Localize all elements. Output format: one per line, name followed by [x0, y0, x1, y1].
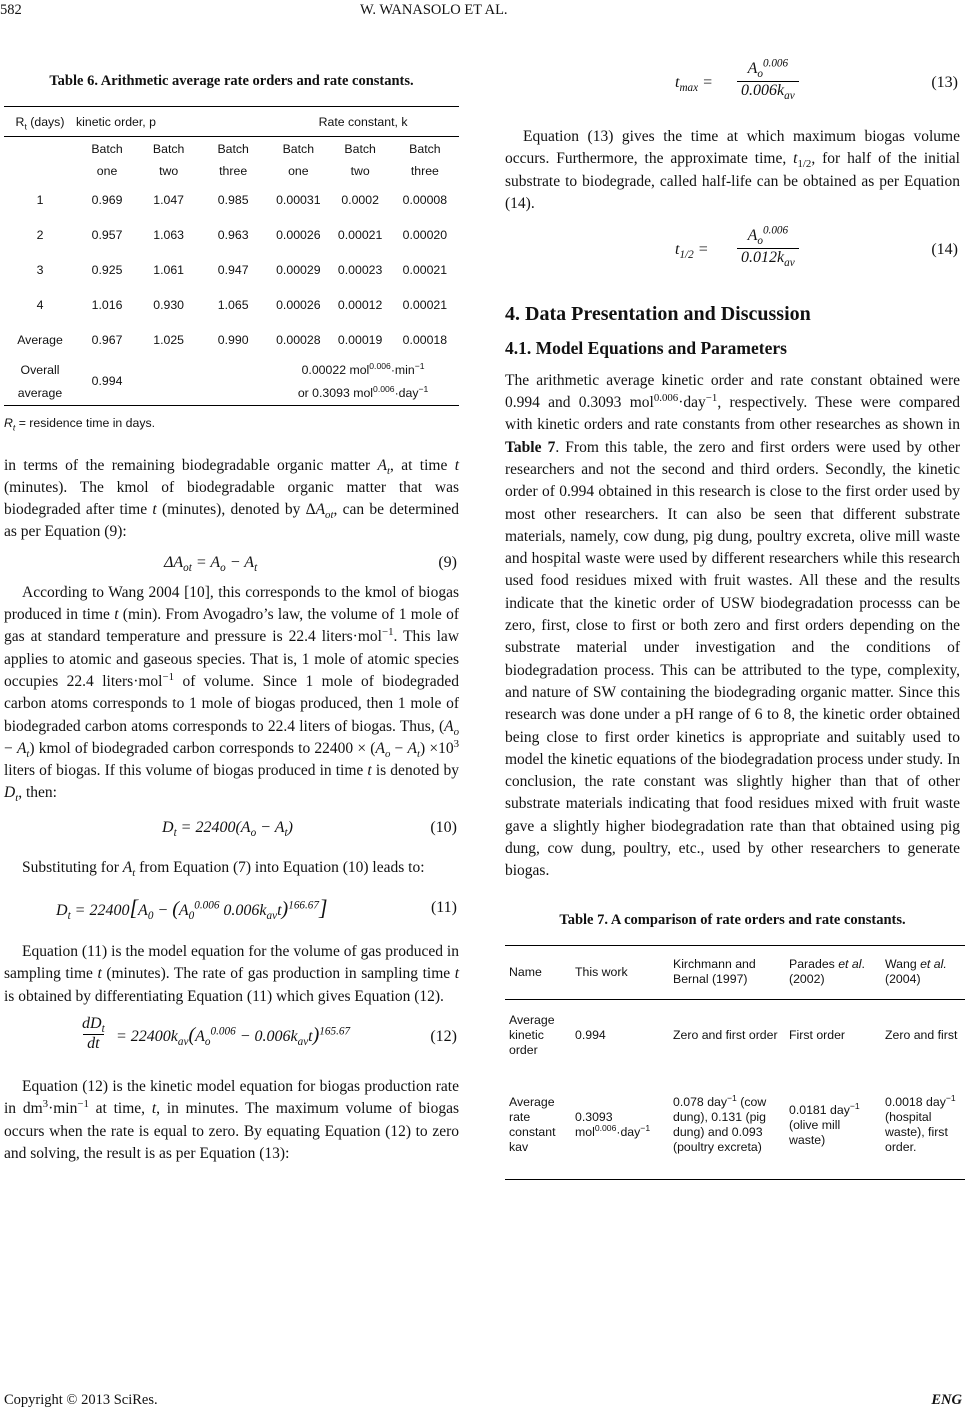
table-cell: 0.00021: [402, 263, 448, 278]
left-column: [4, 70, 459, 1165]
table6-sub: Batch two: [344, 141, 376, 179]
table6-sub: Batch two: [152, 141, 185, 179]
table6-sub: Batch one: [282, 141, 315, 179]
table-cell: 3: [36, 263, 44, 278]
table-cell: 0.947: [217, 263, 249, 278]
table-cell: First order: [789, 1028, 846, 1043]
table-row: [505, 1071, 965, 1179]
equation-12: $dD_t$ dt = $22400k_{av}(A_o^{0.006} - 0.006k_{av}t)^{165.67}$ (12): [82, 1014, 457, 1052]
right-column: [505, 58, 960, 1180]
table-cell: 0.00028: [276, 333, 321, 348]
table-cell: 0.963: [217, 228, 249, 243]
table-cell: Average kinetic order: [509, 1013, 555, 1058]
left-paragraph-1: in terms of the remaining biodegradable organic matter $A_t$, at time t (minutes). The kmol of biodegradable organic matter that was biodegraded after time t (minutes), denoted by $\Delta A_{ot}$, can be determined as per Equation (9):: [4, 456, 460, 541]
table-cell: Parades et al. (2002): [789, 957, 865, 987]
running-title: W. WANASOLO ET AL.: [360, 2, 508, 18]
table-cell: 1.063: [153, 228, 185, 243]
table-cell: 0.925: [91, 263, 123, 278]
table-cell: 0.00029: [276, 263, 321, 278]
equation-13: $t_{max}$ = $A_o^{0.006}$ $0.006k_{av}$ (13): [675, 57, 958, 103]
table-row: [4, 218, 459, 253]
right-paragraph-2: The arithmetic average kinetic order and rate constant obtained were 0.994 and 0.3093 mol$^{0.006}$·day$^{-1}$, respectively. These were compared with kinetic orders and rate constants from other researches as shown in Table 7. From this table, the zero and first orders were used by other researchers and not the second and third orders. Secondly, the kinetic order of 0.994 obtained in this research is close to the first order used by most other researchers. It can also be seen that different substrate materials, namely, cow dung, pig dung, poultry excreta, olive mill waste and hospital waste were used by different researchers while this research used food residues mixed with fruit wastes. All these and the results indicate that the kinetic order of USW biodegradation processs can be zero, first, close to first or both zero and first orders depending on the substrate material under investigation and the conditions of biodegradation process. This can be attributed to the type, complexity, and nature of SW containing the biodegrading organic matter. Since this research was done under a pH range of 6 to 8, the kinetic order obtained being close to first order kinetics is appropriate and suitably used to model the kinetic equations of the biodegradation process under study. In conclusion, the rate constant was slightly higher than that of other substrate materials indicating that food residues mixed with fruit waste gave a slightly higher biodegradation rate than that obtained using pig dung, cow dung, poultry, etc., used by other researchers to generate biogas.: [505, 371, 961, 880]
table-cell: 0.00012: [337, 298, 383, 313]
table6-sub: Batch three: [409, 141, 441, 179]
table-cell: 0.00020: [402, 228, 448, 243]
table-cell: 1.025: [153, 333, 185, 348]
table-cell: 0.957: [91, 228, 123, 243]
table-cell: 1.047: [153, 193, 185, 208]
table-cell: 0.00031: [276, 193, 321, 208]
page-number: 582: [0, 2, 22, 18]
table-row: [4, 183, 459, 218]
table-cell: 0.00021: [337, 228, 383, 243]
table-cell: 2: [36, 228, 44, 243]
table6-overall-label: Overall average: [17, 363, 63, 400]
table-row: [505, 999, 965, 1071]
table-cell: Average: [17, 333, 63, 348]
table-cell: Average rate constant kav: [509, 1095, 556, 1155]
table-cell: 0.00008: [402, 193, 448, 208]
equation-14: $t_{1/2}$ = $A_o^{0.006}$ $0.012k_{av}$ (14): [675, 224, 958, 270]
table-cell: 0.0002: [341, 193, 379, 208]
table-cell: 0.0181 day$^{-1}$ (olive mill waste): [789, 1100, 860, 1147]
journal-name: ENG: [931, 1392, 962, 1408]
table-cell: Kirchmann and Bernal (1997): [673, 957, 756, 987]
table-cell: 1: [36, 193, 44, 208]
table6-head-const: Rate constant, k: [318, 114, 408, 129]
table-cell: 0.00018: [402, 333, 448, 348]
table-row: [505, 945, 965, 999]
table-cell: 0.00019: [337, 333, 383, 348]
table-cell: 0.990: [217, 333, 249, 348]
equation-9: $\Delta A_{ot} = A_o - A_t$ (9): [164, 553, 457, 574]
section-heading: 4. Data Presentation and Discussion: [505, 303, 811, 326]
table-cell: 0.969: [91, 193, 123, 208]
table-row: [4, 288, 459, 323]
table6-overall-const: 0.00022 $mol^{0.006}\cdot\min^{-1}$ or 0.3093 mol$^{0.006}$·day$^{-1}$: [297, 361, 429, 400]
equation-10: $D_t = 22400(A_o - A_t)$ (10): [162, 818, 457, 839]
table-row: [4, 253, 459, 288]
table-cell: 0.00023: [337, 263, 383, 278]
table6-note: $R_t$ = residence time in days.: [4, 416, 156, 433]
table-row: [4, 358, 459, 406]
table-cell: 0.078 day$^{-1}$ (cow dung), 0.131 (pig dung) and 0.093 (poultry excreta): [673, 1093, 767, 1155]
table-cell: 1.061: [153, 263, 185, 278]
table-cell: 0.0018 day$^{-1}$ (hospital waste), first order.: [885, 1093, 956, 1155]
table6-overall-order: 0.994: [91, 374, 123, 389]
table6-sub: Batch one: [91, 141, 123, 179]
table-cell: 1.016: [91, 298, 123, 313]
table-cell: 0.3093 mol$^{0.006}$·day$^{-1}$: [575, 1110, 651, 1140]
table6-head-order: kinetic order, p: [76, 114, 156, 129]
table-cell: 0.994: [575, 1028, 606, 1043]
table-cell: 1.065: [217, 298, 249, 313]
table-cell: 4: [36, 298, 44, 313]
table-cell: 0.00026: [276, 298, 321, 313]
left-paragraph-4: Equation (11) is the model equation for the volume of gas produced in sampling time t (minutes). The rate of gas production in sampling time t is obtained by differentiating Equation (11) which gives Equation (12).: [4, 943, 459, 1005]
table-cell: 0.930: [153, 298, 185, 313]
table7-caption: Table 7. A comparison of rate orders and rate constants.: [559, 911, 906, 928]
table6-sub: Batch three: [217, 141, 249, 179]
left-paragraph-3: Substituting for $A_t$ from Equation (7) into Equation (10) leads to:: [22, 858, 425, 879]
equation-11: $D_t = 22400[A_0 - (A_0^{0.006}$ $0.006k_{av}t)^{166.67}$] (11): [56, 895, 457, 923]
right-paragraph-1: Equation (13) gives the time at which maximum biogas volume occurs. Furthermore, the approximate time, $t_{1/2}$, for half of the initial substrate to biodegrade, called half-life can be obtained as per Equation (14).: [505, 128, 960, 212]
table6-caption: Table 6. Arithmetic average rate orders and rate constants.: [49, 73, 414, 89]
table-cell: Zero and first: [885, 1028, 958, 1043]
copyright: Copyright © 2013 SciRes.: [4, 1392, 158, 1408]
table7: [505, 945, 965, 1180]
table-cell: Zero and first order: [673, 1028, 778, 1043]
table-cell: 0.985: [217, 193, 249, 208]
table-cell: Name: [509, 964, 542, 979]
table-cell: 0.00021: [402, 298, 448, 313]
table-row: [4, 323, 459, 358]
table6: [4, 106, 459, 406]
table-cell: This work: [575, 964, 628, 979]
table-cell: Wang et al. (2004): [885, 957, 947, 987]
table6-head-rt: $R_t$ (days): [15, 114, 65, 132]
subsection-heading: 4.1. Model Equations and Parameters: [505, 338, 787, 359]
table-cell: 0.967: [91, 333, 123, 348]
left-paragraph-2: According to Wang 2004 [10], this corresponds to the kmol of biogas produced in time t (min). From Avogadro’s law, the volume of 1 mole of gas at standard temperature and pressure is 22.4 liters·mol$^{-1}$. This law applies to atomic and gaseous species. That is, 1 mole of atomic species occupies 22.4 liters·mol$^{-1}$ of volume. Since 1 mole of biodegraded carbon atoms corresponds to 1 mole of biogas produced, then 1 mole of biodegraded carbon atoms corresponds to 22.4 liters of biogas. Thus, $(A_o - A_t)$ kmol of biodegraded carbon corresponds to $22400 \times (A_o - A_t) \times 10^3$ liters of biogas. If this volume of biogas produced in time t is denoted by $D_t$, then:: [4, 583, 460, 805]
table-cell: 0.00026: [276, 228, 321, 243]
left-paragraph-5: Equation (12) is the kinetic model equation for biogas production rate in $dm^3\cdot\min^{-1}$ at time, t, in minutes. The maximum volume of biogas occurs when the rate is equal to zero. By equating Equation (12) to zero and solving, the result is as per Equation (13):: [4, 1077, 459, 1162]
